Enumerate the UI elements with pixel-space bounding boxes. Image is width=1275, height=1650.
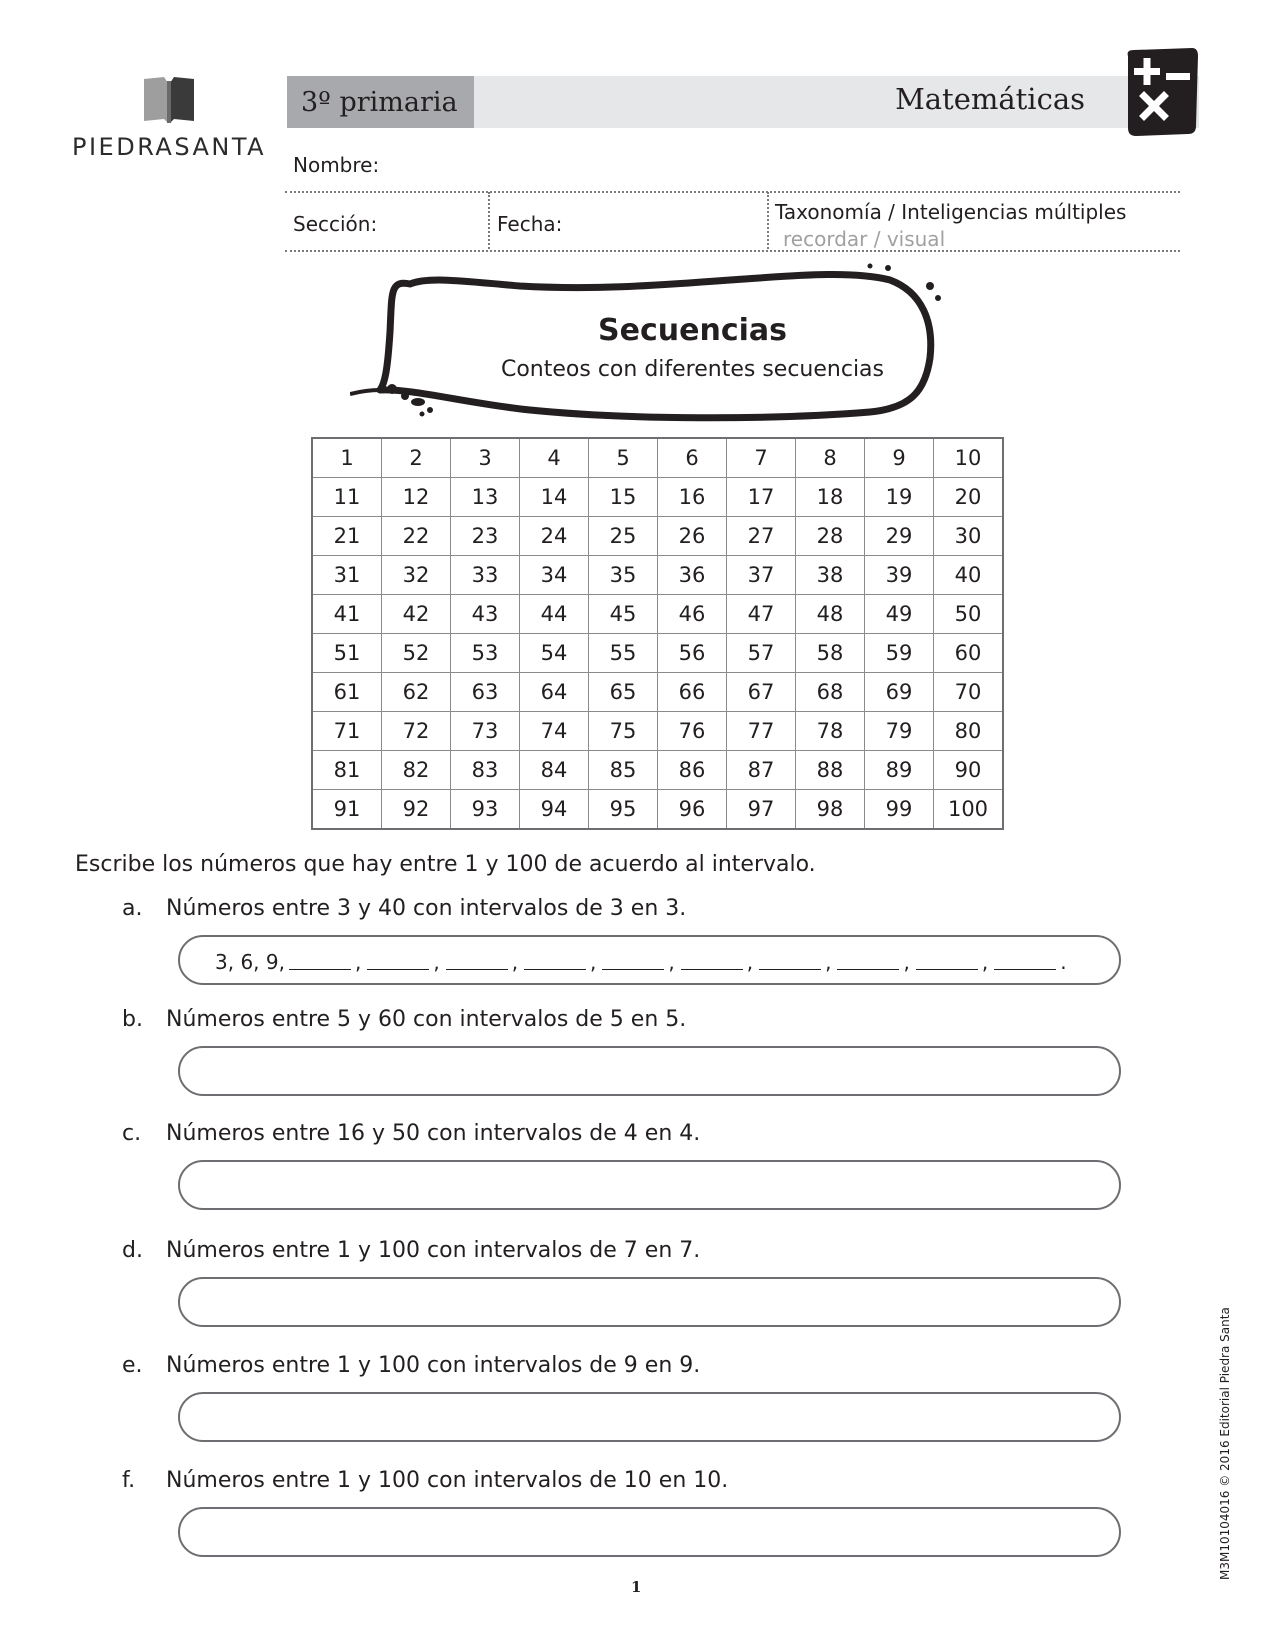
- grid-cell: 60: [934, 634, 1004, 673]
- grid-cell: 81: [312, 751, 382, 790]
- grid-row: [312, 673, 1003, 712]
- grid-cell: 46: [658, 595, 727, 634]
- grid-cell: 17: [727, 478, 796, 517]
- grid-cell: 88: [796, 751, 865, 790]
- grid-cell: 58: [796, 634, 865, 673]
- page-number: 1: [631, 1578, 642, 1596]
- divider: [488, 192, 490, 249]
- grid-row: [312, 595, 1003, 634]
- answer-box[interactable]: [178, 1160, 1121, 1210]
- grid-row: [312, 517, 1003, 556]
- answer-blank[interactable]: [837, 968, 899, 970]
- grid-cell: 13: [451, 478, 520, 517]
- grid-cell: 29: [865, 517, 934, 556]
- grid-cell: 22: [382, 517, 451, 556]
- grid-cell: 93: [451, 790, 520, 830]
- grid-cell: 31: [312, 556, 382, 595]
- question-text: Números entre 1 y 100 con intervalos de 9 en 9.: [166, 1353, 701, 1378]
- answer-a-row: [215, 950, 1067, 974]
- grid-cell: 64: [520, 673, 589, 712]
- grid-row: [312, 751, 1003, 790]
- grid-cell: 50: [934, 595, 1004, 634]
- grid-cell: 41: [312, 595, 382, 634]
- question-letter: b.: [122, 1007, 143, 1032]
- subject-title: Matemáticas: [895, 82, 1085, 116]
- grid-cell: 38: [796, 556, 865, 595]
- separator: ,: [981, 950, 989, 974]
- grid-cell: 34: [520, 556, 589, 595]
- question-letter: a.: [122, 896, 143, 921]
- grid-cell: 84: [520, 751, 589, 790]
- grid-cell: 85: [589, 751, 658, 790]
- nombre-label: Nombre:: [293, 153, 380, 177]
- grid-cell: 75: [589, 712, 658, 751]
- grid-cell: 18: [796, 478, 865, 517]
- grid-cell: 39: [865, 556, 934, 595]
- grid-cell: 77: [727, 712, 796, 751]
- answer-blank[interactable]: [759, 968, 821, 970]
- answer-blank[interactable]: [602, 968, 664, 970]
- grid-cell: 73: [451, 712, 520, 751]
- taxonomia-value: recordar / visual: [783, 227, 946, 251]
- answer-blank[interactable]: [916, 968, 978, 970]
- grid-cell: 49: [865, 595, 934, 634]
- grid-cell: 9: [865, 438, 934, 478]
- book-icon: [142, 75, 196, 125]
- grid-cell: 10: [934, 438, 1004, 478]
- grid-cell: 26: [658, 517, 727, 556]
- grid-cell: 80: [934, 712, 1004, 751]
- grid-cell: 4: [520, 438, 589, 478]
- question-text: Números entre 16 y 50 con intervalos de 4 en 4.: [166, 1121, 701, 1146]
- grid-cell: 66: [658, 673, 727, 712]
- grid-cell: 56: [658, 634, 727, 673]
- seccion-label: Sección:: [293, 212, 378, 236]
- grid-row: [312, 556, 1003, 595]
- grid-cell: 19: [865, 478, 934, 517]
- answer-blank[interactable]: [289, 968, 351, 970]
- grid-cell: 92: [382, 790, 451, 830]
- question-text: Números entre 5 y 60 con intervalos de 5 en 5.: [166, 1007, 687, 1032]
- grid-cell: 14: [520, 478, 589, 517]
- brand-name: PIEDRASANTA: [72, 133, 267, 161]
- question-letter: f.: [122, 1468, 136, 1493]
- answer-blank[interactable]: [681, 968, 743, 970]
- grid-cell: 1: [312, 438, 382, 478]
- grid-row: [312, 790, 1003, 830]
- separator: ,: [668, 950, 675, 974]
- end-mark: .: [1060, 950, 1067, 974]
- grid-cell: 47: [727, 595, 796, 634]
- grid-cell: 90: [934, 751, 1004, 790]
- grid-cell: 27: [727, 517, 796, 556]
- answer-blank[interactable]: [994, 968, 1056, 970]
- grid-cell: 97: [727, 790, 796, 830]
- grid-cell: 59: [865, 634, 934, 673]
- separator: ,: [825, 950, 832, 974]
- grid-cell: 37: [727, 556, 796, 595]
- grid-cell: 5: [589, 438, 658, 478]
- grid-cell: 87: [727, 751, 796, 790]
- grid-cell: 57: [727, 634, 796, 673]
- grid-cell: 8: [796, 438, 865, 478]
- worksheet-subtitle: Conteos con diferentes secuencias: [500, 357, 884, 382]
- separator: ,: [511, 950, 519, 974]
- question-text: Números entre 3 y 40 con intervalos de 3 en 3.: [166, 896, 687, 921]
- grid-cell: 78: [796, 712, 865, 751]
- grid-cell: 65: [589, 673, 658, 712]
- grid-cell: 98: [796, 790, 865, 830]
- copyright-text: M3M10104016 © 2016 Editorial Piedra Santa: [1218, 1307, 1232, 1580]
- worksheet-title: Secuencias: [598, 313, 787, 348]
- separator: ,: [433, 950, 440, 974]
- grid-row: [312, 478, 1003, 517]
- grid-cell: 42: [382, 595, 451, 634]
- grid-cell: 21: [312, 517, 382, 556]
- grid-cell: 2: [382, 438, 451, 478]
- separator: ,: [746, 950, 754, 974]
- grid-cell: 74: [520, 712, 589, 751]
- grid-cell: 24: [520, 517, 589, 556]
- grid-cell: 61: [312, 673, 382, 712]
- grid-row: [312, 634, 1003, 673]
- grid-cell: 68: [796, 673, 865, 712]
- grid-cell: 94: [520, 790, 589, 830]
- grid-cell: 67: [727, 673, 796, 712]
- grid-cell: 53: [451, 634, 520, 673]
- grid-cell: 89: [865, 751, 934, 790]
- fecha-label: Fecha:: [497, 212, 563, 236]
- grid-row: [312, 712, 1003, 751]
- divider: [767, 192, 769, 249]
- grid-cell: 70: [934, 673, 1004, 712]
- grid-cell: 11: [312, 478, 382, 517]
- grid-cell: 82: [382, 751, 451, 790]
- answer-blank[interactable]: [446, 968, 508, 970]
- grid-cell: 63: [451, 673, 520, 712]
- grid-cell: 3: [451, 438, 520, 478]
- grid-cell: 12: [382, 478, 451, 517]
- grid-cell: 79: [865, 712, 934, 751]
- grid-cell: 6: [658, 438, 727, 478]
- grid-cell: 86: [658, 751, 727, 790]
- grid-cell: 99: [865, 790, 934, 830]
- answer-box[interactable]: [178, 1277, 1121, 1327]
- grid-cell: 96: [658, 790, 727, 830]
- grid-cell: 71: [312, 712, 382, 751]
- grid-cell: 23: [451, 517, 520, 556]
- grid-cell: 7: [727, 438, 796, 478]
- grid-cell: 48: [796, 595, 865, 634]
- separator: ,: [903, 950, 910, 974]
- grid-row: [312, 438, 1003, 478]
- grid-cell: 33: [451, 556, 520, 595]
- separator: ,: [354, 950, 362, 974]
- instruction-text: Escribe los números que hay entre 1 y 100 de acuerdo al intervalo.: [75, 852, 816, 877]
- grid-cell: 69: [865, 673, 934, 712]
- answer-blank[interactable]: [524, 968, 586, 970]
- grid-cell: 35: [589, 556, 658, 595]
- grid-cell: 91: [312, 790, 382, 830]
- answer-blank[interactable]: [367, 968, 429, 970]
- answer-box[interactable]: [178, 1046, 1121, 1096]
- taxonomia-label: Taxonomía / Inteligencias múltiples: [775, 200, 1127, 224]
- grid-cell: 20: [934, 478, 1004, 517]
- grid-cell: 52: [382, 634, 451, 673]
- grid-cell: 16: [658, 478, 727, 517]
- grid-cell: 62: [382, 673, 451, 712]
- grid-cell: 30: [934, 517, 1004, 556]
- question-text: Números entre 1 y 100 con intervalos de 10 en 10.: [166, 1468, 729, 1493]
- answer-a-prefix: 3, 6, 9,: [215, 950, 285, 974]
- question-text: Números entre 1 y 100 con intervalos de 7 en 7.: [166, 1238, 701, 1263]
- grid-cell: 83: [451, 751, 520, 790]
- question-letter: e.: [122, 1353, 143, 1378]
- grid-cell: 32: [382, 556, 451, 595]
- divider: [285, 250, 1180, 252]
- publisher-logo: [72, 75, 272, 165]
- grid-cell: 43: [451, 595, 520, 634]
- divider: [285, 191, 1180, 193]
- question-letter: c.: [122, 1121, 142, 1146]
- math-operations-icon: [1120, 46, 1200, 138]
- answer-box[interactable]: [178, 1392, 1121, 1442]
- separator: ,: [590, 950, 597, 974]
- question-letter: d.: [122, 1238, 143, 1263]
- grid-cell: 54: [520, 634, 589, 673]
- grid-cell: 95: [589, 790, 658, 830]
- grid-cell: 45: [589, 595, 658, 634]
- answer-box[interactable]: [178, 1507, 1121, 1557]
- grid-cell: 36: [658, 556, 727, 595]
- subject-band: [474, 76, 1199, 128]
- grid-cell: 76: [658, 712, 727, 751]
- grid-cell: 51: [312, 634, 382, 673]
- grade-label: [287, 76, 474, 128]
- grid-cell: 40: [934, 556, 1004, 595]
- grid-cell: 25: [589, 517, 658, 556]
- grade-text: 3º primaria: [301, 86, 458, 118]
- hundred-chart: [311, 437, 1004, 830]
- grid-cell: 55: [589, 634, 658, 673]
- grid-cell: 100: [934, 790, 1004, 830]
- grid-cell: 44: [520, 595, 589, 634]
- grid-cell: 15: [589, 478, 658, 517]
- grid-cell: 72: [382, 712, 451, 751]
- grid-cell: 28: [796, 517, 865, 556]
